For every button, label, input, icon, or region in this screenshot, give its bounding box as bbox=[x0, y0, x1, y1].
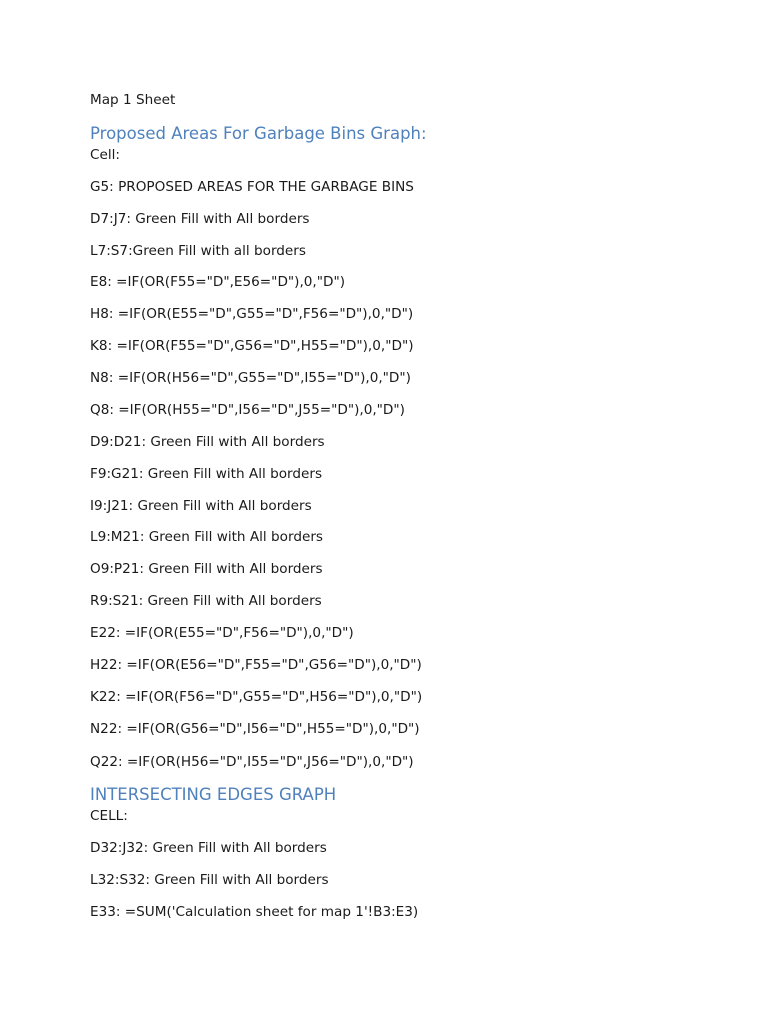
formula-line: H22: =IF(OR(E56="D",F55="D",G56="D"),0,"D") bbox=[90, 657, 422, 673]
text-line: Cell: bbox=[90, 147, 120, 163]
text-line: G5: PROPOSED AREAS FOR THE GARBAGE BINS bbox=[90, 179, 414, 195]
text-line: I9:J21: Green Fill with All borders bbox=[90, 498, 312, 514]
text-line: D7:J7: Green Fill with All borders bbox=[90, 211, 310, 227]
text-line: CELL: bbox=[90, 808, 128, 824]
section-heading-proposed-areas: Proposed Areas For Garbage Bins Graph: bbox=[90, 124, 427, 143]
section-heading-intersecting-edges: INTERSECTING EDGES GRAPH bbox=[90, 785, 337, 804]
formula-line: N8: =IF(OR(H56="D",G55="D",I55="D"),0,"D") bbox=[90, 370, 411, 386]
text-line: L7:S7:Green Fill with all borders bbox=[90, 243, 306, 259]
formula-line: H8: =IF(OR(E55="D",G55="D",F56="D"),0,"D") bbox=[90, 306, 414, 322]
formula-line: Q22: =IF(OR(H56="D",I55="D",J56="D"),0,"D") bbox=[90, 754, 414, 770]
formula-line: E22: =IF(OR(E55="D",F56="D"),0,"D") bbox=[90, 625, 354, 641]
formula-line: E8: =IF(OR(F55="D",E56="D"),0,"D") bbox=[90, 274, 346, 290]
text-line: L32:S32: Green Fill with All borders bbox=[90, 872, 329, 888]
text-line: L9:M21: Green Fill with All borders bbox=[90, 529, 323, 545]
formula-line: K22: =IF(OR(F56="D",G55="D",H56="D"),0,"D") bbox=[90, 689, 423, 705]
formula-line: E33: =SUM('Calculation sheet for map 1'!B3:E3) bbox=[90, 904, 419, 920]
formula-line: K8: =IF(OR(F55="D",G56="D",H55="D"),0,"D") bbox=[90, 338, 414, 354]
formula-line: Q8: =IF(OR(H55="D",I56="D",J55="D"),0,"D") bbox=[90, 402, 405, 418]
text-line: F9:G21: Green Fill with All borders bbox=[90, 466, 323, 482]
formula-line: N22: =IF(OR(G56="D",I56="D",H55="D"),0,"D") bbox=[90, 721, 420, 737]
text-line: R9:S21: Green Fill with All borders bbox=[90, 593, 322, 609]
document-title: Map 1 Sheet bbox=[90, 92, 176, 108]
text-line: O9:P21: Green Fill with All borders bbox=[90, 561, 323, 577]
text-line: D9:D21: Green Fill with All borders bbox=[90, 434, 325, 450]
text-line: D32:J32: Green Fill with All borders bbox=[90, 840, 327, 856]
